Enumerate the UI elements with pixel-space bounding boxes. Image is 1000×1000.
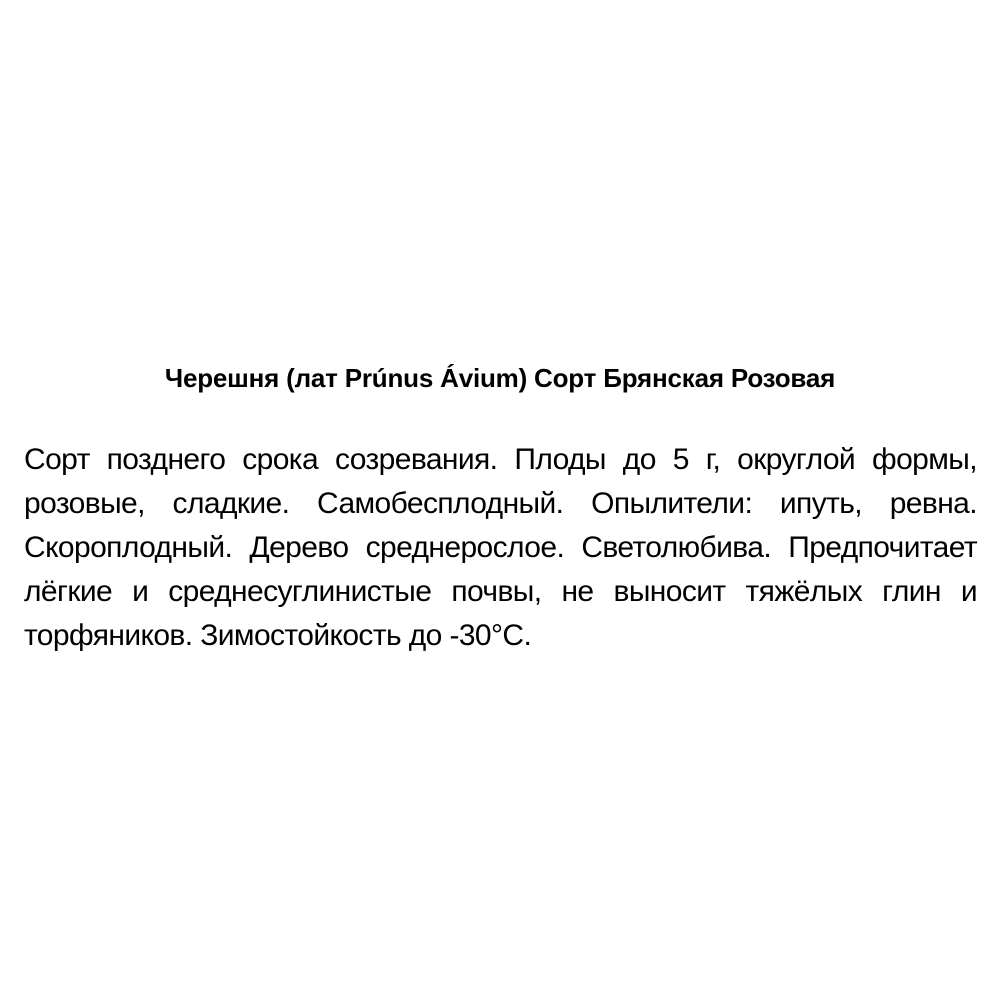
- document-title: Черешня (лат Prúnus Ávium) Сорт Брянская Розовая: [164, 363, 836, 393]
- description-line-3: Скороплодный. Дерево среднерослое. Светолюбива. Предпочитает: [24, 531, 977, 564]
- description-paragraph: [24, 438, 977, 658]
- description-line-4: лёгкие и среднесуглинистые почвы, не выносит тяжёлых глин и: [24, 575, 977, 608]
- description-line-2: розовые, сладкие. Самобесплодный. Опылители: ипуть, ревна.: [24, 487, 977, 520]
- description-line-5: торфяников. Зимостойкость до -30°С.: [24, 619, 532, 652]
- description-line-1: Сорт позднего срока созревания. Плоды до 5 г, округлой формы,: [24, 443, 977, 476]
